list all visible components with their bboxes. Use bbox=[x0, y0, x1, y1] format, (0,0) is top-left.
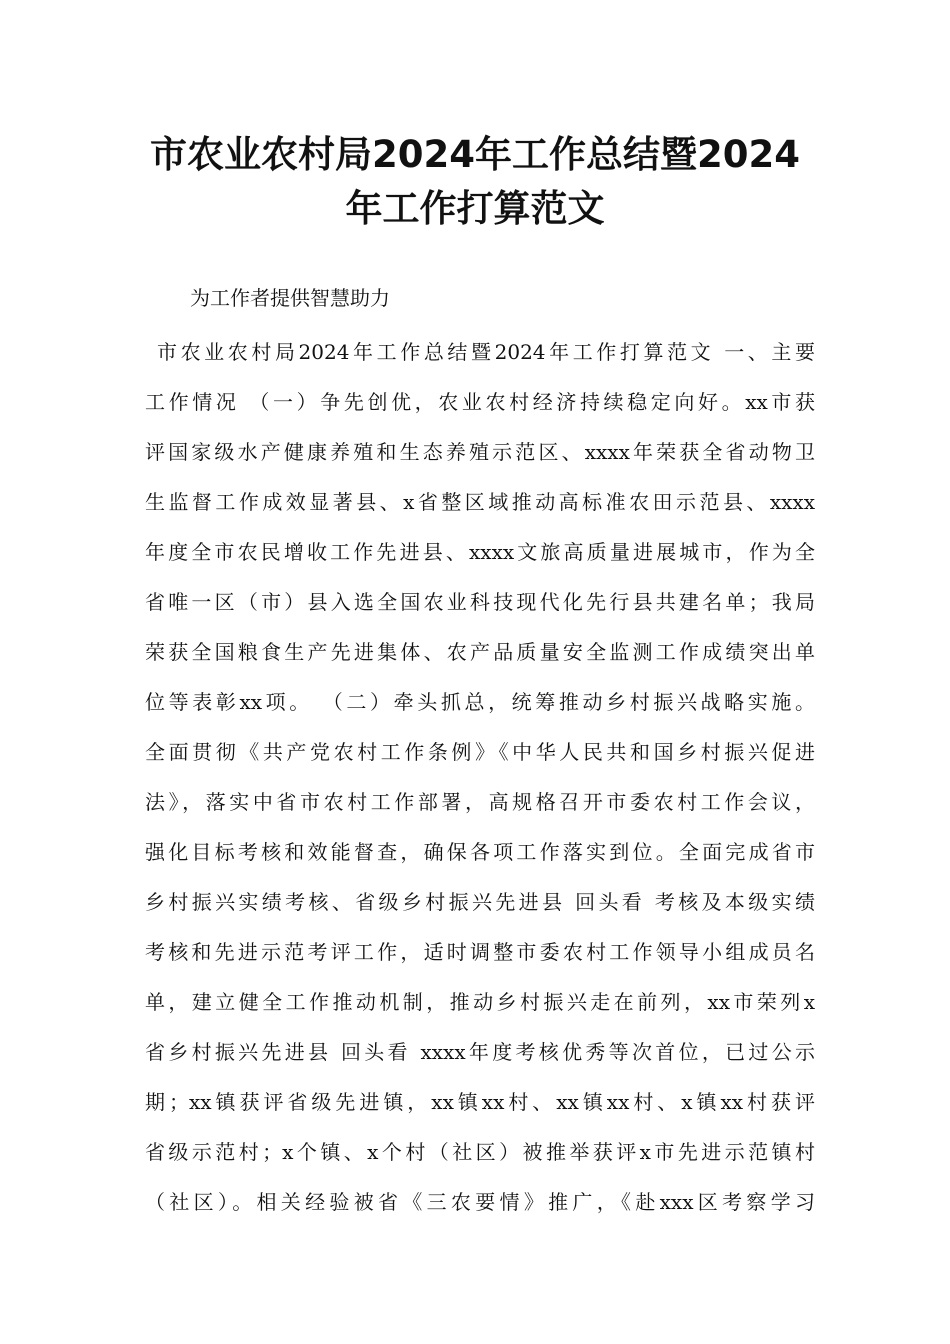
body-line: 工作情况 （一）争先创优，农业农村经济持续稳定向好。xx市获 bbox=[145, 390, 815, 414]
body-line: 评国家级水产健康养殖和生态养殖示范区、xxxx年荣获全省动物卫 bbox=[145, 440, 815, 464]
document-body bbox=[145, 335, 815, 1235]
body-line: 强化目标考核和效能督查，确保各项工作落实到位。全面完成省市 bbox=[145, 840, 815, 864]
body-line: （社区）。相关经验被省《三农要情》推广，《赴xxx区考察学习 bbox=[145, 1190, 815, 1214]
body-line: 荣获全国粮食生产先进集体、农产品质量安全监测工作成绩突出单 bbox=[145, 640, 815, 664]
document-title bbox=[90, 128, 860, 236]
body-line: 全面贯彻《共产党农村工作条例》《中华人民共和国乡村振兴促进 bbox=[145, 740, 815, 764]
body-line: 考核和先进示范考评工作，适时调整市委农村工作领导小组成员名 bbox=[145, 940, 815, 964]
body-line: 省级示范村；x个镇、x个村（社区）被推举获评x市先进示范镇村 bbox=[145, 1140, 815, 1164]
body-line: 单，建立健全工作推动机制，推动乡村振兴走在前列，xx市荣列x bbox=[145, 990, 815, 1014]
body-line: 期；xx镇获评省级先进镇，xx镇xx村、xx镇xx村、x镇xx村获评 bbox=[145, 1090, 815, 1114]
body-line: 省乡村振兴先进县 回头看 xxxx年度考核优秀等次首位，已过公示 bbox=[145, 1040, 815, 1064]
title-line-1: 市农业农村局2024年工作总结暨2024 bbox=[150, 133, 800, 176]
body-line: 年度全市农民增收工作先进县、xxxx文旅高质量进展城市，作为全 bbox=[145, 540, 815, 564]
body-line: 乡村振兴实绩考核、省级乡村振兴先进县 回头看 考核及本级实绩 bbox=[145, 890, 815, 914]
body-line: 省唯一区（市）县入选全国农业科技现代化先行县共建名单；我局 bbox=[145, 590, 815, 614]
body-line: 法》，落实中省市农村工作部署，高规格召开市委农村工作会议， bbox=[145, 790, 815, 814]
title-line-2: 年工作打算范文 bbox=[345, 187, 605, 230]
document-subtitle: 为工作者提供智慧助力 bbox=[190, 286, 390, 310]
body-line: 市农业农村局2024年工作总结暨2024年工作打算范文 一、主要 bbox=[157, 340, 815, 364]
body-line: 位等表彰xx项。 （二）牵头抓总，统筹推动乡村振兴战略实施。 bbox=[145, 690, 815, 714]
body-line: 生监督工作成效显著县、x省整区域推动高标准农田示范县、xxxx bbox=[145, 490, 815, 514]
